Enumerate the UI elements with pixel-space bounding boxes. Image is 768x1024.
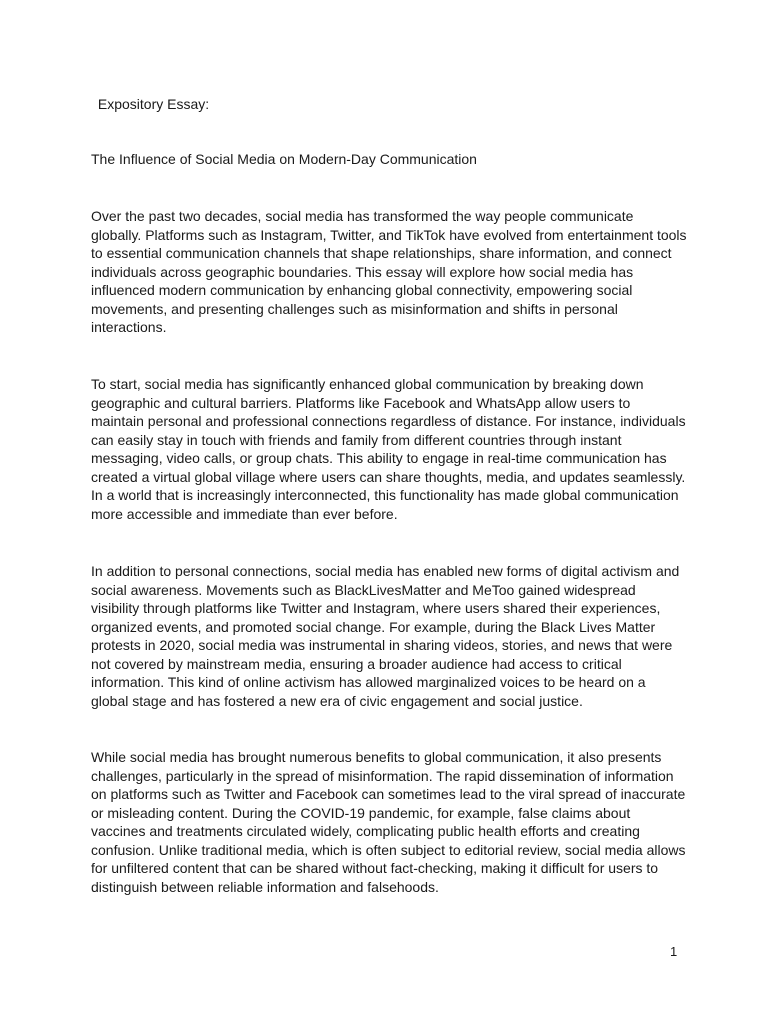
paragraph-line: movements, and presenting challenges such as misinformation and shifts in personal (91, 300, 618, 317)
paragraph-line: not covered by mainstream media, ensuring a broader audience had access to critical (91, 655, 622, 672)
paragraph-line: to essential communication channels that shape relationships, share information, and connect (91, 245, 672, 261)
paragraph-line: To start, social media has significantly enhanced global communication by breaking down (91, 376, 644, 392)
paragraph-line: more accessible and immediate than ever before. (91, 505, 398, 522)
paragraph-global-connectivity (91, 375, 691, 523)
paragraph-line: interactions. (91, 319, 167, 335)
paragraph-line: globally. Platforms such as Instagram, Twitter, and TikTok have evolved from entertainment tools (91, 226, 687, 243)
paragraph-line: In addition to personal connections, social media has enabled new forms of digital activism and (91, 563, 680, 579)
paragraph-line: challenges, particularly in the spread of misinformation. The rapid dissemination of information (91, 767, 674, 784)
paragraph-line: global stage and has fostered a new era of civic engagement and social justice. (91, 692, 583, 709)
paragraph-line: on platforms such as Twitter and Facebook can sometimes lead to the viral spread of inaccurate (91, 786, 686, 802)
paragraph-line: created a virtual global village where users can share thoughts, media, and updates seamlessly. (91, 468, 686, 485)
paragraph-digital-activism (91, 562, 691, 710)
paragraph-line: confusion. Unlike traditional media, which is often subject to editorial review, social media allows (91, 841, 686, 858)
paragraph-line: or misleading content. During the COVID-19 pandemic, for example, false claims about (91, 804, 631, 821)
essay-title: The Influence of Social Media on Modern-Day Communication (91, 151, 477, 167)
paragraph-line: geographic and cultural barriers. Platforms like Facebook and WhatsApp allow users to (91, 394, 631, 411)
page-number: 1 (670, 944, 678, 959)
paragraph-line: While social media has brought numerous benefits to global communication, it also presents (91, 749, 662, 765)
paragraph-line: individuals across geographic boundaries. This essay will explore how social media has (91, 263, 634, 280)
paragraph-line: In a world that is increasingly interconnected, this functionality has made global communication (91, 487, 679, 503)
paragraph-line: information. This kind of online activism has allowed marginalized voices to be heard on a (91, 674, 646, 690)
paragraph-line: vaccines and treatments circulated widely, complicating public health efforts and creating (91, 823, 640, 839)
paragraph-line: social awareness. Movements such as BlackLivesMatter and MeToo gained widespread (91, 581, 636, 598)
paragraph-line: influenced modern communication by enhancing global connectivity, empowering social (91, 282, 633, 298)
paragraph-misinformation (91, 748, 691, 896)
paragraph-line: distinguish between reliable information and falsehoods. (91, 878, 439, 895)
paragraph-line: can easily stay in touch with friends and family from different countries through instant (91, 431, 622, 448)
paragraph-line: maintain personal and professional connections regardless of distance. For instance, individuals (91, 413, 686, 429)
paragraph-line: messaging, video calls, or group chats. This ability to engage in real-time communication has (91, 450, 667, 466)
paragraph-line: for unfiltered content that can be shared without fact-checking, making it difficult for users to (91, 860, 659, 876)
paragraph-line: visibility through platforms like Twitter and Instagram, where users shared their experiences, (91, 600, 661, 616)
essay-type-label: Expository Essay: (94, 96, 210, 112)
paragraph-line: Over the past two decades, social media has transformed the way people communicate (91, 208, 634, 224)
paragraph-line: protests in 2020, social media was instrumental in sharing videos, stories, and news that were (91, 637, 673, 653)
paragraph-line: organized events, and promoted social change. For example, during the Black Lives Matter (91, 618, 656, 635)
paragraph-intro (91, 207, 691, 337)
